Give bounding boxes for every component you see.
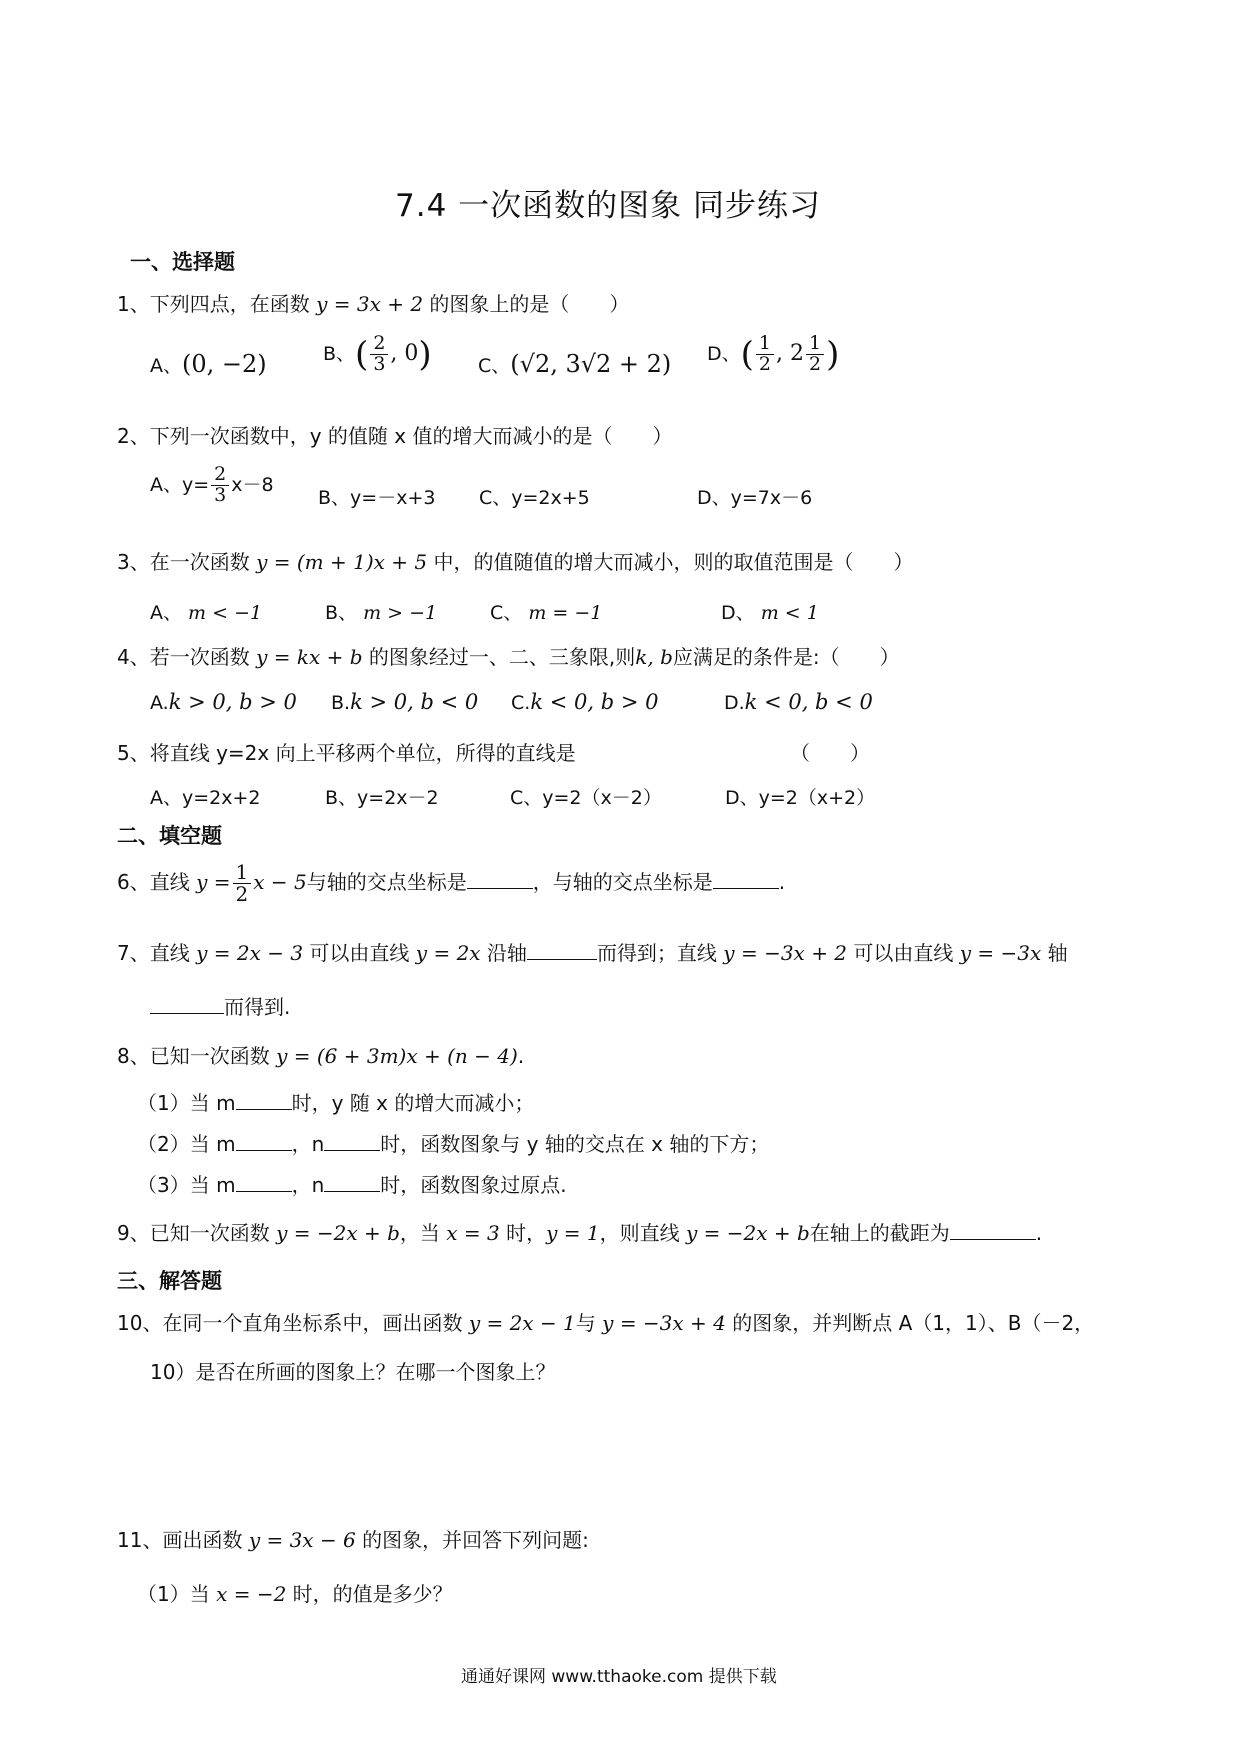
q5-option-c: C、y=2（x－2） — [510, 787, 662, 809]
question-4: 4、若一次函数 y = kx + b 的图象经过一、二、三象限,则k, b应满足的条件是:（ ） — [117, 645, 900, 669]
q1-option-a: A、(0, −2) — [150, 350, 267, 378]
question-7-line-2: 而得到. — [150, 991, 290, 1020]
answer-blank[interactable] — [236, 1171, 292, 1192]
q5-option-b: B、y=2x－2 — [325, 787, 439, 809]
question-8: 8、已知一次函数 y = (6 + 3m)x + (n − 4). — [117, 1044, 525, 1068]
q2-option-c: C、y=2x+5 — [479, 487, 590, 509]
section-heading-choice: 一、选择题 — [130, 250, 235, 274]
q8-part-3: （3）当 m ，n 时，函数图象过原点. — [137, 1173, 567, 1197]
question-6: 6、直线 y = $\frac{1}{2}$ x − 5与轴的交点坐标是 ，与轴的交点坐标是 . — [117, 860, 786, 906]
q3-formula: y = (m + 1)x + 5 — [256, 550, 428, 574]
q3-option-c: C、 m = −1 — [490, 602, 603, 624]
answer-blank[interactable] — [467, 868, 533, 889]
question-10: 10、在同一个直角坐标系中，画出函数 y = 2x − 1与 y = −3x + 4 的图象，并判断点 A（1，1）、B（－2， — [117, 1311, 1095, 1335]
question-3: 3、在一次函数 y = (m + 1)x + 5 中，的值随值的增大而减小，则的取值范围是（ ） — [117, 550, 914, 574]
answer-blank[interactable] — [713, 868, 779, 889]
page-title: 7.4 一次函数的图象 同步练习 — [395, 188, 822, 224]
section-heading-solve: 三、解答题 — [117, 1269, 222, 1293]
q8-part-1: （1）当 m 时，y 随 x 的增大而减小； — [137, 1091, 535, 1115]
q11-part-1: （1）当 x = −2 时，的值是多少？ — [137, 1582, 453, 1606]
footer-source: 通通好课网 www.tthaoke.com 提供下载 — [461, 1667, 777, 1687]
answer-blank[interactable] — [527, 939, 597, 960]
q3-option-d: D、 m < 1 — [721, 602, 819, 624]
q4-option-c: C.k < 0, b > 0 — [511, 690, 659, 714]
q3-option-a: A、 m < −1 — [150, 602, 263, 624]
q2-option-a: A、y= $\frac{2}{3}$ x－8 — [150, 463, 274, 506]
q3-option-b: B、 m > −1 — [325, 602, 438, 624]
q1-option-d: D、( $\frac{1}{2}$ , 2 $\frac{1}{2}$ ) — [707, 332, 840, 375]
answer-blank[interactable] — [324, 1171, 380, 1192]
question-7: 7、直线 y = 2x − 3 可以由直线 y = 2x 沿轴 而得到；直线 y = −3x + 2 可以由直线 y = −3x 轴 — [117, 941, 1068, 965]
question-10-line-2: 10）是否在所画的图象上？在哪一个图象上？ — [150, 1360, 556, 1384]
answer-blank[interactable] — [236, 1130, 292, 1151]
question-5: 5、将直线 y=2x 向上平移两个单位，所得的直线是 — [117, 741, 576, 765]
q4-option-a: A.k > 0, b > 0 — [150, 690, 297, 714]
question-11: 11、画出函数 y = 3x − 6 的图象，并回答下列问题: — [117, 1528, 589, 1552]
answer-blank[interactable] — [236, 1089, 292, 1110]
q4-option-d: D.k < 0, b < 0 — [724, 690, 873, 714]
q1-formula: y = 3x + 2 — [316, 292, 424, 316]
answer-blank[interactable] — [150, 993, 224, 1014]
question-9: 9、已知一次函数 y = −2x + b，当 x = 3 时，y = 1，则直线 y = −2x + b在轴上的截距为 . — [117, 1221, 1043, 1245]
question-1: 1、下列四点，在函数 y = 3x + 2 的图象上的是（ ） — [117, 292, 630, 316]
section-heading-fill: 二、填空题 — [117, 824, 222, 848]
question-2: 2、下列一次函数中，y 的值随 x 值的增大而减小的是（ ） — [117, 424, 673, 448]
q2-option-b: B、y=－x+3 — [318, 487, 436, 509]
q4-option-b: B.k > 0, b < 0 — [331, 690, 479, 714]
q8-part-2: （2）当 m ，n 时，函数图象与 y 轴的交点在 x 轴的下方； — [137, 1132, 770, 1156]
answer-blank[interactable] — [950, 1219, 1036, 1240]
q1-option-b: B、( $\frac{2}{3}$ , 0) — [323, 332, 432, 375]
q5-option-a: A、y=2x+2 — [150, 787, 261, 809]
q2-option-d: D、y=7x－6 — [697, 487, 813, 509]
q5-answer-paren: （ ） — [790, 741, 870, 765]
answer-blank[interactable] — [324, 1130, 380, 1151]
q5-option-d: D、y=2（x+2） — [725, 787, 876, 809]
q1-option-c: C、(√2, 3√2 + 2) — [478, 350, 672, 378]
